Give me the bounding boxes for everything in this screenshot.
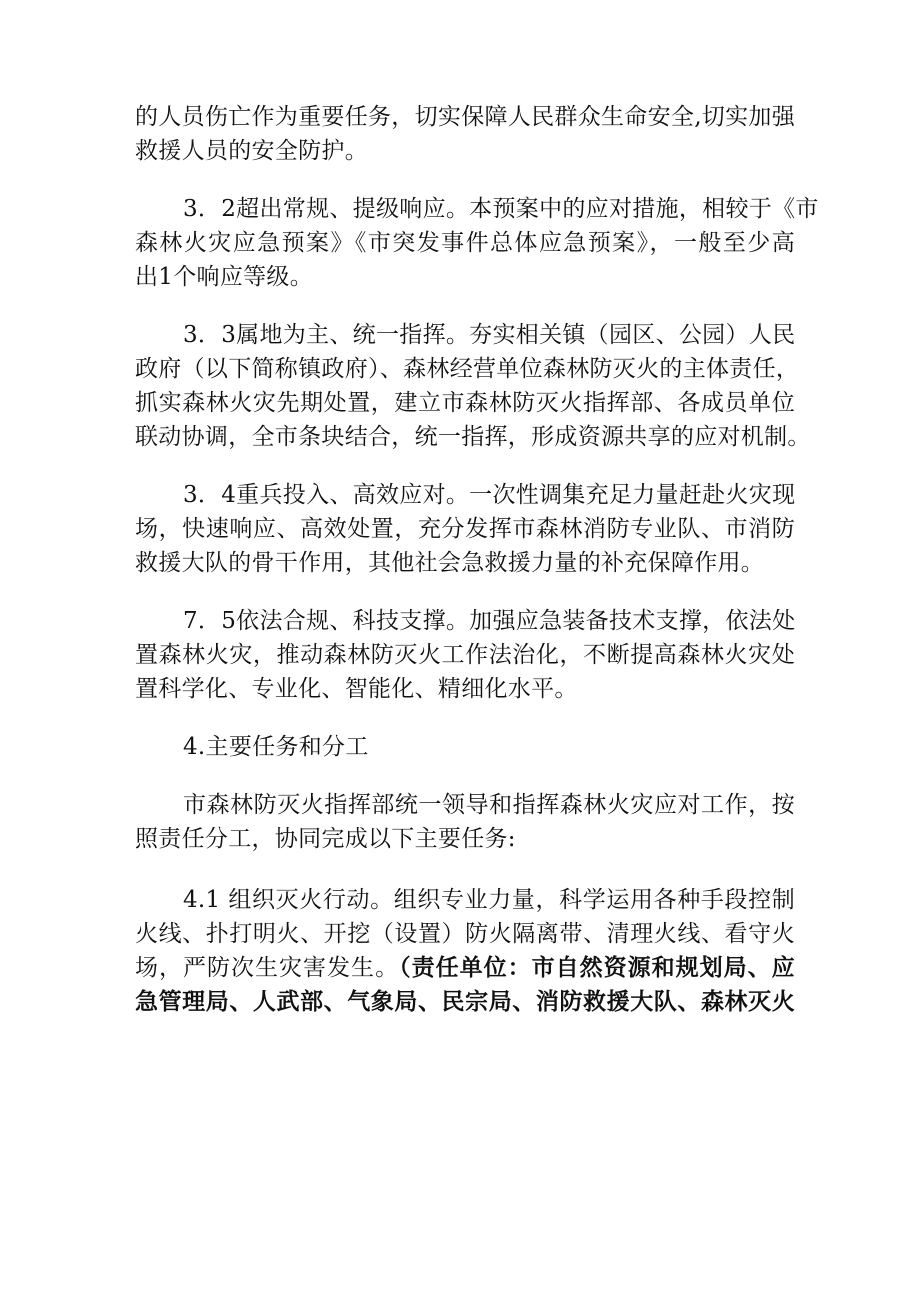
responsible-units-line: 急管理局、人武部、气象局、民宗局、消防救援大队、森林灭火 <box>135 989 795 1015</box>
responsible-units-label: （责任单位：市自然资源和规划局、应 <box>399 955 795 981</box>
text-line: 政府（以下简称镇政府）、森林经营单位森林防灭火的主体责任， <box>135 356 800 382</box>
text-normal: 场，严防次生灾害发生。 <box>135 955 400 981</box>
paragraph-3-3 <box>135 318 811 454</box>
text-line: 救援大队的骨干作用，其他社会急救援力量的补充保障作用。 <box>135 550 765 576</box>
text-line: 置森林火灾，推动森林防灭火工作法治化，不断提高森林火灾处 <box>135 642 795 668</box>
text-line: 的人员伤亡作为重要任务，切实保障人民群众生命安全,切实加强 <box>135 104 796 130</box>
text-line: 抓实森林火灾先期处置，建立市森林防灭火指挥部、各成员单位 <box>135 390 795 416</box>
paragraph-intro <box>135 788 795 856</box>
text-line: 出1个响应等级。 <box>135 264 314 290</box>
paragraph-continuation <box>135 100 795 168</box>
text-line-mixed <box>135 951 795 985</box>
text-line: 联动协调，全市条块结合，统一指挥，形成资源共享的应对机制。 <box>135 424 811 450</box>
text-line: 场，快速响应、高效处置，充分发挥市森林消防专业队、市消防 <box>135 516 795 542</box>
text-line: 火线、扑打明火、开挖（设置）防火隔离带、清理火线、看守火 <box>135 921 795 947</box>
paragraph-3-4 <box>135 478 795 580</box>
text-line: 3．4重兵投入、高效应对。一次性调集充足力量赶赴火灾现 <box>183 482 796 508</box>
text-line: 3．2超出常规、提级响应。本预案中的应对措施，相较于《市 <box>183 196 819 222</box>
text-line: 置科学化、专业化、智能化、精细化水平。 <box>135 676 578 702</box>
text-line: 市森林防灭火指挥部统一领导和指挥森林火灾应对工作，按 <box>183 792 795 818</box>
text-line: 7．5依法合规、科技支撑。加强应急装备技术支撑，依法处 <box>183 608 796 634</box>
text-line: 森林火灾应急预案》《市突发事件总体应急预案》，一般至少高 <box>135 230 795 256</box>
text-line: 救援人员的安全防护。 <box>135 138 368 164</box>
text-line: 4.1 组织灭火行动。组织专业力量，科学运用各种手段控制 <box>183 887 795 913</box>
section-heading <box>135 730 795 764</box>
section-title: 4.主要任务和分工 <box>183 734 369 760</box>
paragraph-7-5 <box>135 604 795 706</box>
document-body <box>135 100 819 1019</box>
paragraph-4-1 <box>135 883 795 1019</box>
text-line: 照责任分工，协同完成以下主要任务: <box>135 826 516 852</box>
text-line: 3．3属地为主、统一指挥。夯实相关镇（园区、公园）人民 <box>183 322 796 348</box>
paragraph-3-2 <box>135 192 819 294</box>
